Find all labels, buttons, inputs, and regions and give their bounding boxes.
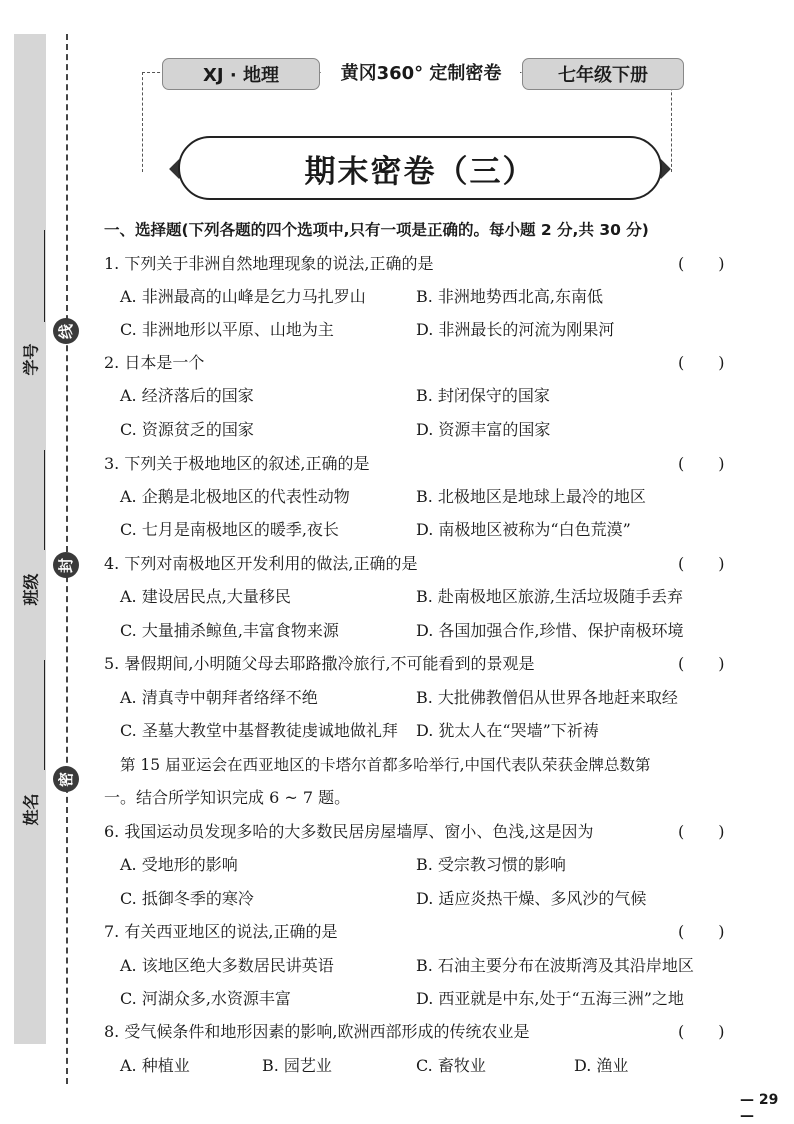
option-c: C. 河湖众多,水资源丰富 — [120, 989, 291, 1008]
question-stem: 8. 受气候条件和地形因素的影响,欧洲西部形成的传统农业是 — [104, 1022, 530, 1041]
field-line-name[interactable] — [44, 660, 45, 770]
option-d: D. 南极地区被称为“白色荒漠” — [416, 520, 631, 539]
seal-xian: 线 — [53, 318, 79, 344]
option-d: D. 资源丰富的国家 — [416, 420, 551, 439]
option-b: B. 大批佛教僧侣从世界各地赶来取经 — [416, 688, 678, 707]
series-name: 黄冈360° 定制密卷 — [322, 60, 520, 88]
question-stem: 1. 下列关于非洲自然地理现象的说法,正确的是 — [104, 254, 434, 273]
option-a: A. 企鹅是北极地区的代表性动物 — [120, 487, 350, 506]
seal-mi: 密 — [53, 766, 79, 792]
field-line-id[interactable] — [44, 230, 45, 322]
option-a: A. 受地形的影响 — [120, 855, 238, 874]
question-stem: 3. 下列关于极地地区的叙述,正确的是 — [104, 454, 370, 473]
answer-bracket[interactable]: ( ) — [678, 922, 725, 941]
option-d: D. 适应炎热干燥、多风沙的气候 — [416, 889, 647, 908]
option-c: C. 非洲地形以平原、山地为主 — [120, 320, 334, 339]
field-label: 学号 — [21, 343, 41, 376]
option-c: C. 畜牧业 — [416, 1056, 486, 1075]
field-line-class[interactable] — [44, 450, 45, 550]
subject-badge: XJ · 地理 — [162, 58, 320, 90]
question-stem: 5. 暑假期间,小明随父母去耶路撒冷旅行,不可能看到的景观是 — [104, 654, 535, 673]
passage-line-2: 一。结合所学知识完成 6 ~ 7 题。 — [104, 788, 351, 807]
option-b: B. 封闭保守的国家 — [416, 386, 550, 405]
option-b: B. 园艺业 — [262, 1056, 332, 1075]
option-c: C. 七月是南极地区的暖季,夜长 — [120, 520, 339, 539]
option-b: B. 北极地区是地球上最冷的地区 — [416, 487, 646, 506]
question-stem: 6. 我国运动员发现多哈的大多数民居房屋墙厚、窗小、色浅,这是因为 — [104, 822, 594, 841]
option-b: B. 赴南极地区旅游,生活垃圾随手丢弃 — [416, 587, 684, 606]
option-d: D. 非洲最长的河流为刚果河 — [416, 320, 615, 339]
question-stem: 7. 有关西亚地区的说法,正确的是 — [104, 922, 338, 941]
option-c: C. 大量捕杀鲸鱼,丰富食物来源 — [120, 621, 339, 640]
grade-badge: 七年级下册 — [522, 58, 684, 90]
answer-bracket[interactable]: ( ) — [678, 454, 725, 473]
option-a: A. 非洲最高的山峰是乞力马扎罗山 — [120, 287, 366, 306]
field-student-id — [14, 340, 46, 376]
field-name — [14, 790, 46, 826]
question-stem: 2. 日本是一个 — [104, 353, 205, 372]
answer-bracket[interactable]: ( ) — [678, 654, 725, 673]
question-stem: 4. 下列对南极地区开发利用的做法,正确的是 — [104, 554, 418, 573]
field-class — [14, 570, 46, 606]
binding-strip — [14, 34, 46, 1044]
option-a: A. 经济落后的国家 — [120, 386, 254, 405]
section-heading: 一、选择题(下列各题的四个选项中,只有一项是正确的。每小题 2 分,共 30 分) — [104, 221, 649, 239]
option-b: B. 受宗教习惯的影响 — [416, 855, 566, 874]
passage-line-1: 第 15 届亚运会在西亚地区的卡塔尔首都多哈举行,中国代表队荣获金牌总数第 — [120, 756, 651, 774]
option-a: A. 建设居民点,大量移民 — [120, 587, 291, 606]
answer-bracket[interactable]: ( ) — [678, 353, 725, 372]
field-label: 姓名 — [21, 793, 41, 826]
option-d: D. 渔业 — [574, 1056, 629, 1075]
page-number: — 29 — — [740, 1092, 779, 1124]
page-title: 期末密卷（三） — [178, 136, 662, 200]
option-a: A. 种植业 — [120, 1056, 190, 1075]
option-c: C. 圣墓大教堂中基督教徒虔诚地做礼拜 — [120, 721, 398, 740]
option-a: A. 该地区绝大多数居民讲英语 — [120, 956, 334, 975]
option-c: C. 资源贫乏的国家 — [120, 420, 254, 439]
answer-bracket[interactable]: ( ) — [678, 554, 725, 573]
option-d: D. 各国加强合作,珍惜、保护南极环境 — [416, 621, 684, 640]
option-b: B. 石油主要分布在波斯湾及其沿岸地区 — [416, 956, 694, 975]
option-d: D. 犹太人在“哭墙”下祈祷 — [416, 721, 599, 740]
field-label: 班级 — [21, 573, 41, 606]
option-d: D. 西亚就是中东,处于“五海三洲”之地 — [416, 989, 684, 1008]
option-c: C. 抵御冬季的寒冷 — [120, 889, 254, 908]
answer-bracket[interactable]: ( ) — [678, 822, 725, 841]
option-a: A. 清真寺中朝拜者络绎不绝 — [120, 688, 318, 707]
answer-bracket[interactable]: ( ) — [678, 254, 725, 273]
answer-bracket[interactable]: ( ) — [678, 1022, 725, 1041]
seal-feng: 封 — [53, 552, 79, 578]
option-b: B. 非洲地势西北高,东南低 — [416, 287, 604, 306]
